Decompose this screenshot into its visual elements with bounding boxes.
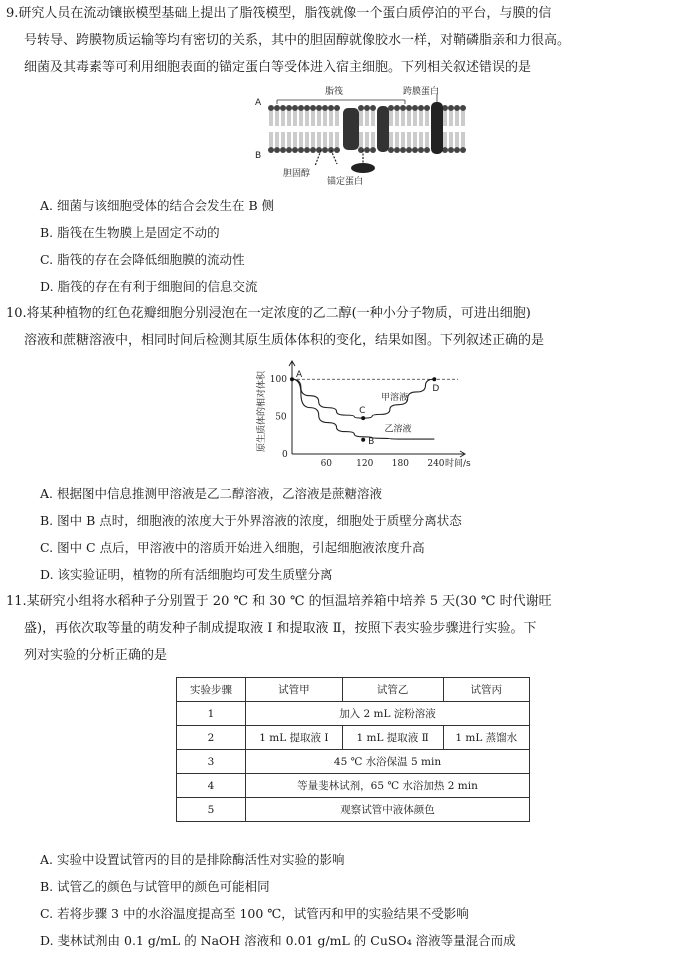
phospholipid-head — [280, 105, 286, 111]
q10-option-a: A. 根据图中信息推测甲溶液是乙二醇溶液，乙溶液是蔗糖溶液 — [40, 486, 382, 501]
q11-option-d: D. 斐林试剂由 0.1 g/mL 的 NaOH 溶液和 0.01 g/mL 的 CuSO₄ 溶液等量混合而成 — [40, 933, 516, 948]
phospholipid-tail — [330, 111, 332, 126]
phospholipid-head — [448, 147, 454, 153]
phospholipid-head — [370, 147, 376, 153]
phospholipid-tail — [294, 132, 296, 147]
phospholipid-head — [298, 105, 304, 111]
phospholipid-head — [412, 105, 418, 111]
phospholipid-tail — [456, 111, 458, 126]
phospholipid-tail — [312, 132, 314, 147]
phospholipid-head — [274, 147, 280, 153]
phospholipid-head — [310, 147, 316, 153]
q11-option-c: C. 若将步骤 3 中的水浴温度提高至 100 ℃，试管丙和甲的实验结果不受影响 — [40, 906, 469, 921]
phospholipid-tail — [366, 132, 368, 147]
phospholipid-head — [328, 105, 334, 111]
step-content: 等量斐林试剂，65 ℃ 水浴加热 2 min — [246, 774, 530, 798]
step-content: 观察试管中液体颜色 — [246, 798, 530, 822]
phospholipid-tail — [306, 111, 308, 126]
phospholipid-head — [448, 105, 454, 111]
table-row — [177, 774, 530, 798]
q11-option-b: B. 试管乙的颜色与试管甲的颜色可能相同 — [40, 879, 270, 894]
phospholipid-head — [454, 147, 460, 153]
q10-option-c: C. 图中 C 点后，甲溶液中的溶质开始进入细胞，引起细胞液浓度升高 — [40, 540, 425, 555]
phospholipid-tail — [426, 111, 428, 126]
phospholipid-tail — [312, 111, 314, 126]
step-content: 45 ℃ 水浴保温 5 min — [246, 750, 530, 774]
phospholipid-tail — [444, 132, 446, 147]
phospholipid-tail — [450, 111, 452, 126]
phospholipid-head — [286, 147, 292, 153]
phospholipid-head — [412, 147, 418, 153]
phospholipid-tail — [414, 132, 416, 147]
step-content: 加入 2 mL 淀粉溶液 — [246, 702, 530, 726]
step-number: 4 — [177, 774, 246, 798]
phospholipid-tail — [408, 111, 410, 126]
raft-protein — [343, 108, 359, 150]
phospholipid-head — [454, 105, 460, 111]
x-tick-label: 120 — [356, 459, 374, 469]
q9-option-c: C. 脂筏的存在会降低细胞膜的流动性 — [40, 252, 245, 267]
phospholipid-head — [406, 147, 412, 153]
phospholipid-tail — [366, 111, 368, 126]
membrane-figure — [245, 84, 475, 190]
tube-a-cell: 1 mL 提取液 Ⅰ — [246, 726, 343, 750]
phospholipid-tail — [282, 132, 284, 147]
q9-stem-line2: 号转导、跨膜物质运输等均有密切的关系，其中的胆固醇就像胶水一样，对鞘磷脂亲和力很高。 — [24, 33, 571, 48]
y-tick-label: 50 — [275, 412, 287, 423]
phospholipid-tail — [360, 111, 362, 126]
series-label: 甲溶液 — [380, 393, 408, 404]
q9-option-d: D. 脂筏的存在有利于细胞间的信息交流 — [40, 279, 258, 294]
q11-option-a: A. 实验中设置试管丙的目的是排除酶活性对实验的影响 — [40, 852, 345, 867]
phospholipid-tail — [444, 111, 446, 126]
phospholipid-tail — [318, 111, 320, 126]
phospholipid-tail — [396, 132, 398, 147]
phospholipid-tail — [372, 132, 374, 147]
phospholipid-tail — [396, 111, 398, 126]
phospholipid-head — [304, 147, 310, 153]
q10-stem-line2: 溶液和蔗糖溶液中，相同时间后检测其原生质体体积的变化，结果如图。下列叙述正确的是 — [24, 333, 545, 348]
header-tube-c: 试管丙 — [443, 678, 529, 702]
phospholipid-head — [460, 105, 466, 111]
phospholipid-tail — [270, 132, 272, 147]
phospholipid-tail — [306, 132, 308, 147]
step-number: 5 — [177, 798, 246, 822]
transmembrane-protein — [431, 102, 443, 154]
q9-stem-line3: 细菌及其毒素等可利用细胞表面的锚定蛋白等受体进入宿主细胞。下列相关叙述错误的是 — [24, 60, 532, 75]
phospholipid-head — [322, 105, 328, 111]
table-row — [177, 750, 530, 774]
cholesterol-label: 胆固醇 — [283, 169, 311, 179]
phospholipid-head — [304, 105, 310, 111]
series-label: 乙溶液 — [384, 424, 412, 435]
phospholipid-head — [394, 105, 400, 111]
anchor-protein-label: 锚定蛋白 — [327, 177, 364, 187]
point-label: D — [432, 384, 440, 395]
data-point — [432, 377, 436, 381]
phospholipid-tail — [294, 111, 296, 126]
phospholipid-tail — [270, 111, 272, 126]
transmembrane-protein-label: 跨膜蛋白 — [403, 87, 440, 97]
tube-b-cell: 1 mL 提取液 Ⅱ — [342, 726, 443, 750]
q11-stem-line1: 11.某研究小组将水稻种子分别置于 20 ℃ 和 30 ℃ 的恒温培养箱中培养 5 天(30 ℃ 时代谢旺 — [6, 594, 552, 609]
q10-option-b: B. 图中 B 点时，细胞液的浓度大于外界溶液的浓度，细胞处于质壁分离状态 — [40, 513, 462, 528]
raft-protein-2 — [377, 106, 389, 152]
phospholipid-tail — [276, 132, 278, 147]
q11-stem-line3: 列对实验的分析正确的是 — [24, 648, 168, 663]
y-axis-label: 原生质体的相对体积 — [257, 370, 267, 452]
phospholipid-tail — [324, 111, 326, 126]
phospholipid-head — [364, 147, 370, 153]
table-row — [177, 798, 530, 822]
phospholipid-head — [268, 105, 274, 111]
phospholipid-head — [286, 105, 292, 111]
table-header-row — [177, 678, 530, 702]
phospholipid-tail — [402, 132, 404, 147]
phospholipid-head — [460, 147, 466, 153]
step-number: 2 — [177, 726, 246, 750]
phospholipid-tail — [420, 111, 422, 126]
phospholipid-head — [292, 105, 298, 111]
phospholipid-tail — [276, 111, 278, 126]
phospholipid-head — [334, 147, 340, 153]
header-tube-b: 试管乙 — [342, 678, 443, 702]
q10-option-d: D. 该实验证明，植物的所有活细胞均可发生质壁分离 — [40, 567, 333, 582]
phospholipid-head — [370, 105, 376, 111]
phospholipid-head — [292, 147, 298, 153]
phospholipid-head — [310, 105, 316, 111]
q10-stem-line1: 10.将某种植物的红色花瓣细胞分别浸泡在一定浓度的乙二醇(一种小分子物质，可进出细胞) — [6, 306, 531, 321]
x-tick-label: 180 — [391, 459, 409, 469]
table-row — [177, 726, 530, 750]
phospholipid-tail — [426, 132, 428, 147]
phospholipid-tail — [318, 132, 320, 147]
side-a-label: A — [255, 98, 262, 108]
header-tube-a: 试管甲 — [246, 678, 343, 702]
phospholipid-tail — [300, 132, 302, 147]
x-tick-label: 60 — [320, 459, 333, 469]
x-axis-label: 时间/s — [445, 459, 471, 469]
phospholipid-tail — [402, 111, 404, 126]
q9-option-a: A. 细菌与该细胞受体的结合会发生在 B 侧 — [40, 198, 275, 213]
lipid-raft-label: 脂筏 — [325, 87, 344, 97]
step-number: 1 — [177, 702, 246, 726]
phospholipid-tail — [450, 132, 452, 147]
experiment-table — [176, 677, 530, 822]
phospholipid-tail — [462, 132, 464, 147]
phospholipid-head — [316, 147, 322, 153]
tube-c-cell: 1 mL 蒸馏水 — [443, 726, 529, 750]
side-b-label: B — [255, 151, 262, 161]
phospholipid-head — [418, 105, 424, 111]
phospholipid-tail — [462, 111, 464, 126]
phospholipid-head — [364, 105, 370, 111]
step-number: 3 — [177, 750, 246, 774]
phospholipid-tail — [282, 111, 284, 126]
phospholipid-tail — [420, 132, 422, 147]
phospholipid-tail — [414, 111, 416, 126]
data-point — [290, 377, 294, 381]
phospholipid-tail — [372, 111, 374, 126]
phospholipid-head — [322, 147, 328, 153]
phospholipid-head — [298, 147, 304, 153]
anchor-protein — [351, 163, 375, 173]
data-point — [361, 416, 365, 420]
point-label: B — [368, 436, 375, 447]
phospholipid-head — [280, 147, 286, 153]
protoplast-volume-chart — [252, 360, 482, 478]
phospholipid-head — [400, 105, 406, 111]
phospholipid-head — [394, 147, 400, 153]
point-label: A — [296, 370, 303, 381]
phospholipid-tail — [360, 132, 362, 147]
point-label: C — [359, 406, 366, 417]
phospholipid-head — [316, 105, 322, 111]
phospholipid-tail — [288, 111, 290, 126]
phospholipid-tail — [390, 132, 392, 147]
x-tick-label: 240 — [427, 459, 445, 469]
phospholipid-tail — [456, 132, 458, 147]
phospholipid-head — [406, 105, 412, 111]
phospholipid-tail — [408, 132, 410, 147]
phospholipid-head — [334, 105, 340, 111]
x-tick-label: 0 — [282, 450, 288, 460]
data-point — [361, 438, 365, 442]
q9-option-b: B. 脂筏在生物膜上是固定不动的 — [40, 225, 220, 240]
phospholipid-head — [424, 147, 430, 153]
q9-stem-line1: 9.研究人员在流动镶嵌模型基础上提出了脂筏模型，脂筏就像一个蛋白质停泊的平台，与膜的信 — [6, 6, 552, 21]
y-tick-label: 100 — [269, 375, 287, 386]
header-step: 实验步骤 — [177, 678, 246, 702]
phospholipid-tail — [390, 111, 392, 126]
phospholipid-tail — [336, 132, 338, 147]
phospholipid-head — [400, 147, 406, 153]
phospholipid-head — [274, 105, 280, 111]
phospholipid-head — [418, 147, 424, 153]
phospholipid-tail — [300, 111, 302, 126]
phospholipid-tail — [330, 132, 332, 147]
phospholipid-tail — [288, 132, 290, 147]
phospholipid-tail — [324, 132, 326, 147]
q11-stem-line2: 盛)，再依次取等量的萌发种子制成提取液 Ⅰ 和提取液 Ⅱ，按照下表实验步骤进行实验。下 — [24, 621, 537, 636]
phospholipid-head — [268, 147, 274, 153]
phospholipid-head — [424, 105, 430, 111]
table-row — [177, 702, 530, 726]
phospholipid-tail — [336, 111, 338, 126]
phospholipid-head — [358, 105, 364, 111]
